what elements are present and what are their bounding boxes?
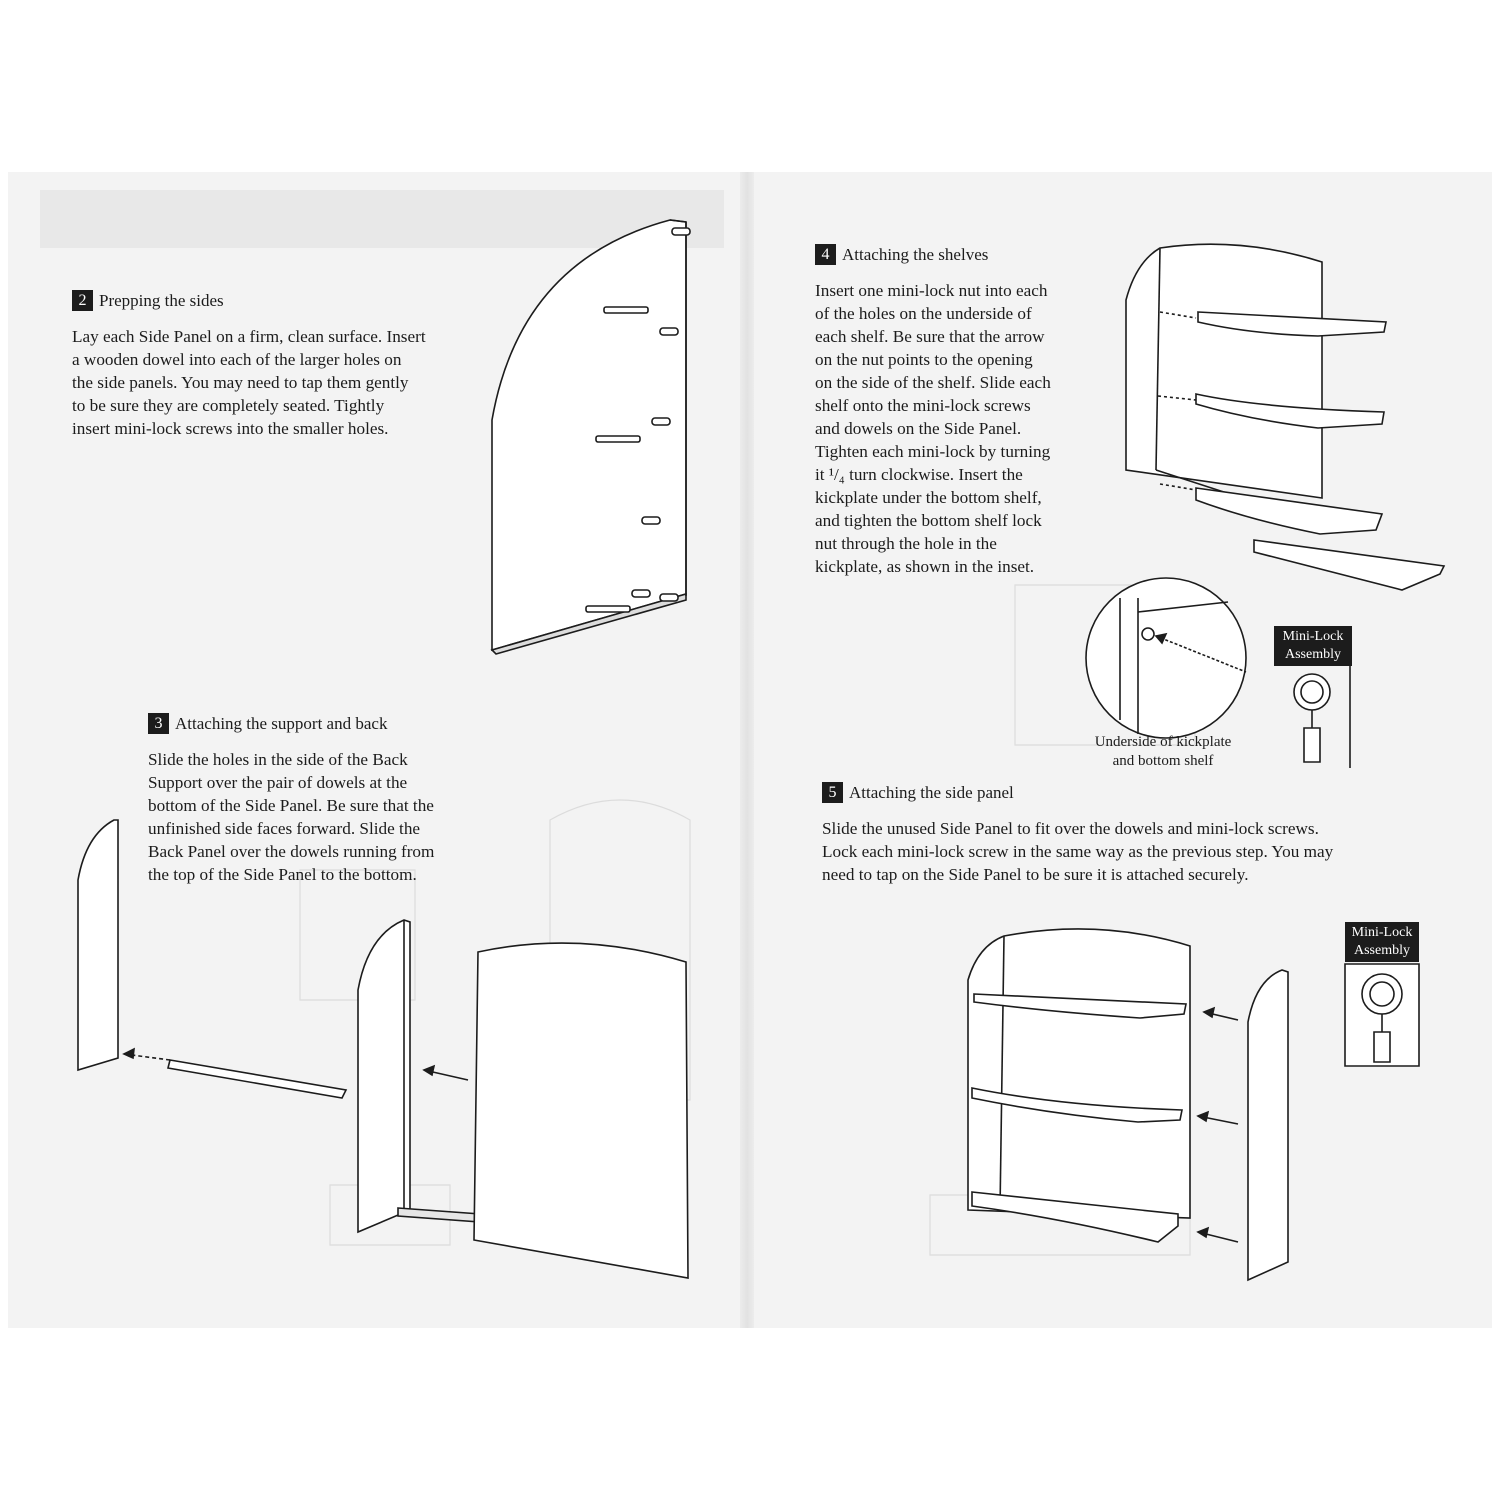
step-2-text: Lay each Side Panel on a firm, clean surface. Insert a wooden dowel into each of the larger holes on the side panels. You may need to tap them gently to be sure they are completely seated. Tightly insert mini-lock screws into the smaller holes.	[72, 327, 426, 438]
mini-lock-badge-2: Mini-Lock Assembly	[1345, 922, 1419, 962]
step-5-text: Slide the unused Side Panel to fit over the dowels and mini-lock screws. Lock each mini-lock screw in the same way as the previous step. You may need to tap on the Side Panel to be sure it is attached securely.	[822, 819, 1334, 884]
step-5-title: Attaching the side panel	[849, 782, 1014, 802]
inset-caption-line1: Underside of kickplate	[1094, 734, 1232, 750]
step-2-title: Prepping the sides	[99, 290, 224, 310]
step-4-text: Insert one mini-lock nut into each of the holes on the underside of each shelf. Be sure that the arrow on the nut points to the opening on the side of the shelf. Slide each shelf onto the mini-lock screws and dowels on the Side Panel. Tighten each mini-lock by turning it ¹/₄ turn clockwise. Insert the kickplate under the bottom shelf, and tighten the bottom shelf lock nut through the hole in the kickplate, as shown in the inset.	[815, 281, 1051, 576]
step-3-text: Slide the holes in the side of the Back Support over the pair of dowels at the bottom of the Side Panel. Be sure that the unfinished side faces forward. Slide the Back Panel over the dowels running from the top of the Side Panel to the bottom.	[148, 750, 435, 884]
step-4-number: 4	[815, 244, 836, 265]
inset-caption-line2: and bottom shelf	[1112, 753, 1214, 769]
step-2-number: 2	[72, 290, 93, 311]
step-4-title: Attaching the shelves	[842, 244, 989, 264]
step-3-title: Attaching the support and back	[175, 713, 388, 733]
step-5-number: 5	[822, 782, 843, 803]
mini-lock-badge-1: Mini-Lock Assembly	[1274, 626, 1352, 666]
step-3-number: 3	[148, 713, 169, 734]
